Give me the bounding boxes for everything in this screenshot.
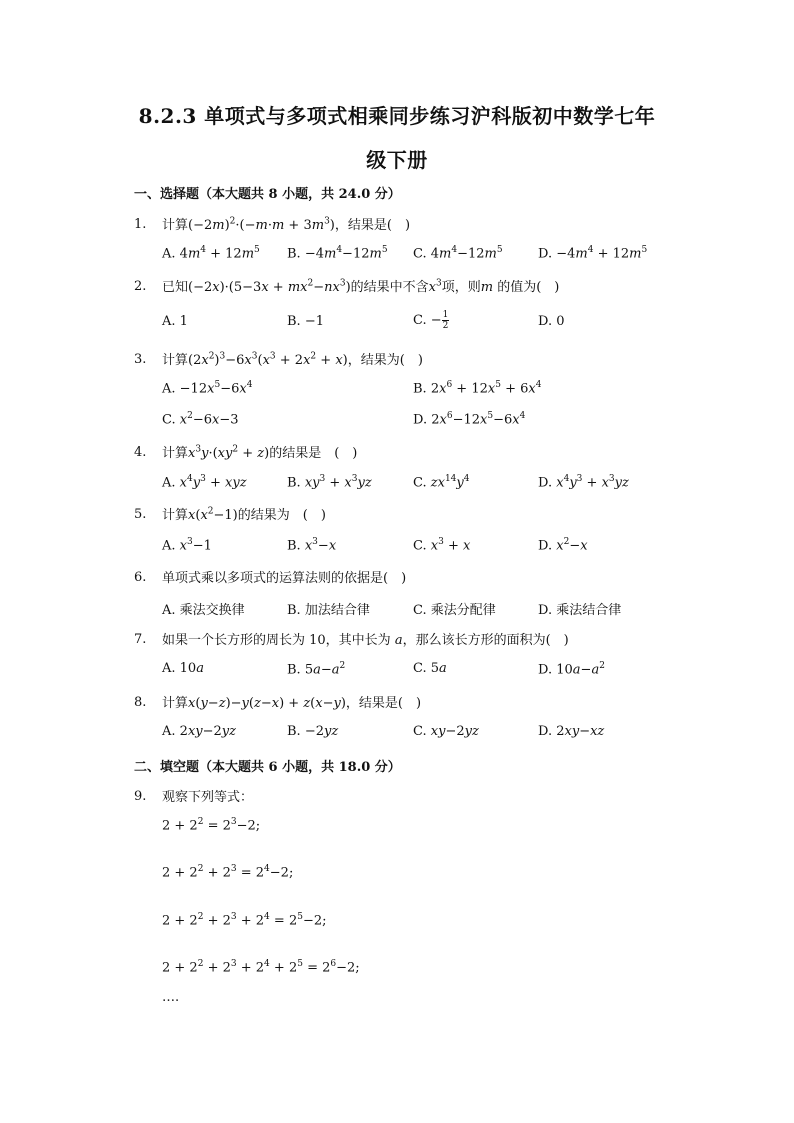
question-number-7: 7. bbox=[134, 632, 147, 647]
question-1-option-a[interactable]: A. $4m^4 + 12m^5$ bbox=[162, 245, 260, 262]
question-5-text: 计算$x(x^2-1)$的结果为 ( ) bbox=[162, 506, 326, 523]
question-3-option-b[interactable]: B. $2x^6 + 12x^5 + 6x^4$ bbox=[413, 380, 542, 397]
equation-2: $2 + 2^2 + 2^3 = 2^4-2$; bbox=[162, 864, 294, 881]
question-7-option-d[interactable]: D. $10a-a^2$ bbox=[538, 661, 605, 678]
question-number-2: 2. bbox=[134, 279, 147, 294]
question-8-option-a[interactable]: A. 2xy−2yz bbox=[162, 724, 236, 739]
page-title-line-2: 级下册 bbox=[366, 148, 428, 172]
question-3-option-c[interactable]: C. $x^2-6x-3$ bbox=[162, 411, 239, 428]
question-4-option-a[interactable]: A. $x^4y^3$ + xyz bbox=[162, 474, 247, 491]
question-5-option-b[interactable]: B. $x^3-x$ bbox=[287, 537, 337, 554]
question-8-text: 计算x(y−z)−y(z−x) + z(x−y)，结果是( ) bbox=[162, 696, 422, 711]
question-3-option-d[interactable]: D. $2x^6-12x^5-6x^4$ bbox=[413, 411, 526, 428]
question-4-option-d[interactable]: D. $x^4y^3 + x^3yz$ bbox=[538, 474, 629, 491]
question-number-6: 6. bbox=[134, 570, 147, 585]
question-4-text: 计算$x^3y\cdot(xy^2 + z)$的结果是 ( ) bbox=[162, 444, 358, 461]
section-heading-choice: 一、选择题（本大题共 8 小题，共 24.0 分） bbox=[134, 187, 401, 202]
question-5-option-a[interactable]: A. $x^3-1$ bbox=[162, 537, 212, 554]
question-5-option-d[interactable]: D. $x^2-x$ bbox=[538, 537, 588, 554]
question-7-option-a[interactable]: A. 10a bbox=[162, 661, 204, 676]
equation-3: $2 + 2^2 + 2^3 + 2^4 = 2^5-2$; bbox=[162, 912, 327, 929]
question-4-option-b[interactable]: B. $xy^3 + x^3yz$ bbox=[287, 474, 372, 491]
question-2-text: 已知$(-2x)\cdot(5-3x + mx^2-nx^3)$的结果中不含$x^3$项，则m 的值为( ) bbox=[162, 278, 560, 295]
question-4-option-c[interactable]: C. $zx^{14}y^4$ bbox=[413, 474, 470, 491]
question-8-option-c[interactable]: C. xy−2yz bbox=[413, 724, 479, 739]
question-3-text: 计算$(2x^2)^3-6x^3(x^3 + 2x^2 + x)$，结果为( ) bbox=[162, 351, 423, 368]
question-1-text: 计算$(-2m)^2\cdot(-m\cdot m + 3m^3)$，结果是( ) bbox=[162, 216, 411, 233]
equation-1: $2 + 2^2 = 2^3-2$; bbox=[162, 817, 261, 834]
question-2-option-d[interactable]: D. 0 bbox=[538, 314, 565, 329]
question-8-option-d[interactable]: D. 2xy−xz bbox=[538, 724, 605, 739]
question-7-option-c[interactable]: C. 5a bbox=[413, 661, 447, 676]
question-6-option-a[interactable]: A. 乘法交换律 bbox=[162, 603, 245, 618]
question-6-text: 单项式乘以多项式的运算法则的依据是( ) bbox=[162, 571, 407, 586]
question-number-3: 3. bbox=[134, 352, 147, 367]
question-5-option-c[interactable]: C. $x^3 + x$ bbox=[413, 537, 471, 554]
question-6-option-d[interactable]: D. 乘法结合律 bbox=[538, 603, 622, 618]
question-number-8: 8. bbox=[134, 695, 147, 710]
section-heading-fill: 二、填空题（本大题共 6 小题，共 18.0 分） bbox=[134, 760, 401, 775]
question-1-option-d[interactable]: D. $-4m^4 + 12m^5$ bbox=[538, 245, 648, 262]
question-number-5: 5. bbox=[134, 507, 147, 522]
question-2-option-b[interactable]: B. −1 bbox=[287, 314, 324, 329]
question-6-option-c[interactable]: C. 乘法分配律 bbox=[413, 603, 496, 618]
question-2-option-a[interactable]: A. 1 bbox=[162, 314, 188, 329]
ellipsis: …. bbox=[162, 990, 180, 1005]
question-8-option-b[interactable]: B. −2yz bbox=[287, 724, 339, 739]
page-title-line-1: 8.2.3 单项式与多项式相乘同步练习沪科版初中数学七年 bbox=[138, 104, 656, 128]
question-6-option-b[interactable]: B. 加法结合律 bbox=[287, 603, 370, 618]
question-1-option-c[interactable]: C. $4m^4-12m^5$ bbox=[413, 245, 503, 262]
question-7-text: 如果一个长方形的周长为 10，其中长为 a，那么该长方形的面积为( ) bbox=[162, 633, 569, 648]
question-number-9: 9. bbox=[134, 789, 147, 804]
equation-4: $2 + 2^2 + 2^3 + 2^4 + 2^5 = 2^6-2$; bbox=[162, 959, 360, 976]
question-9-text: 观察下列等式： bbox=[162, 790, 254, 805]
question-2-option-c[interactable]: C. − $\frac{1}{2}$ bbox=[413, 310, 449, 331]
question-7-option-b[interactable]: B. $5a-a^2$ bbox=[287, 661, 346, 678]
question-number-1: 1. bbox=[134, 217, 147, 232]
question-number-4: 4. bbox=[134, 445, 147, 460]
question-3-option-a[interactable]: A. $-12x^5-6x^4$ bbox=[162, 380, 253, 397]
question-1-option-b[interactable]: B. $-4m^4-12m^5$ bbox=[287, 245, 388, 262]
